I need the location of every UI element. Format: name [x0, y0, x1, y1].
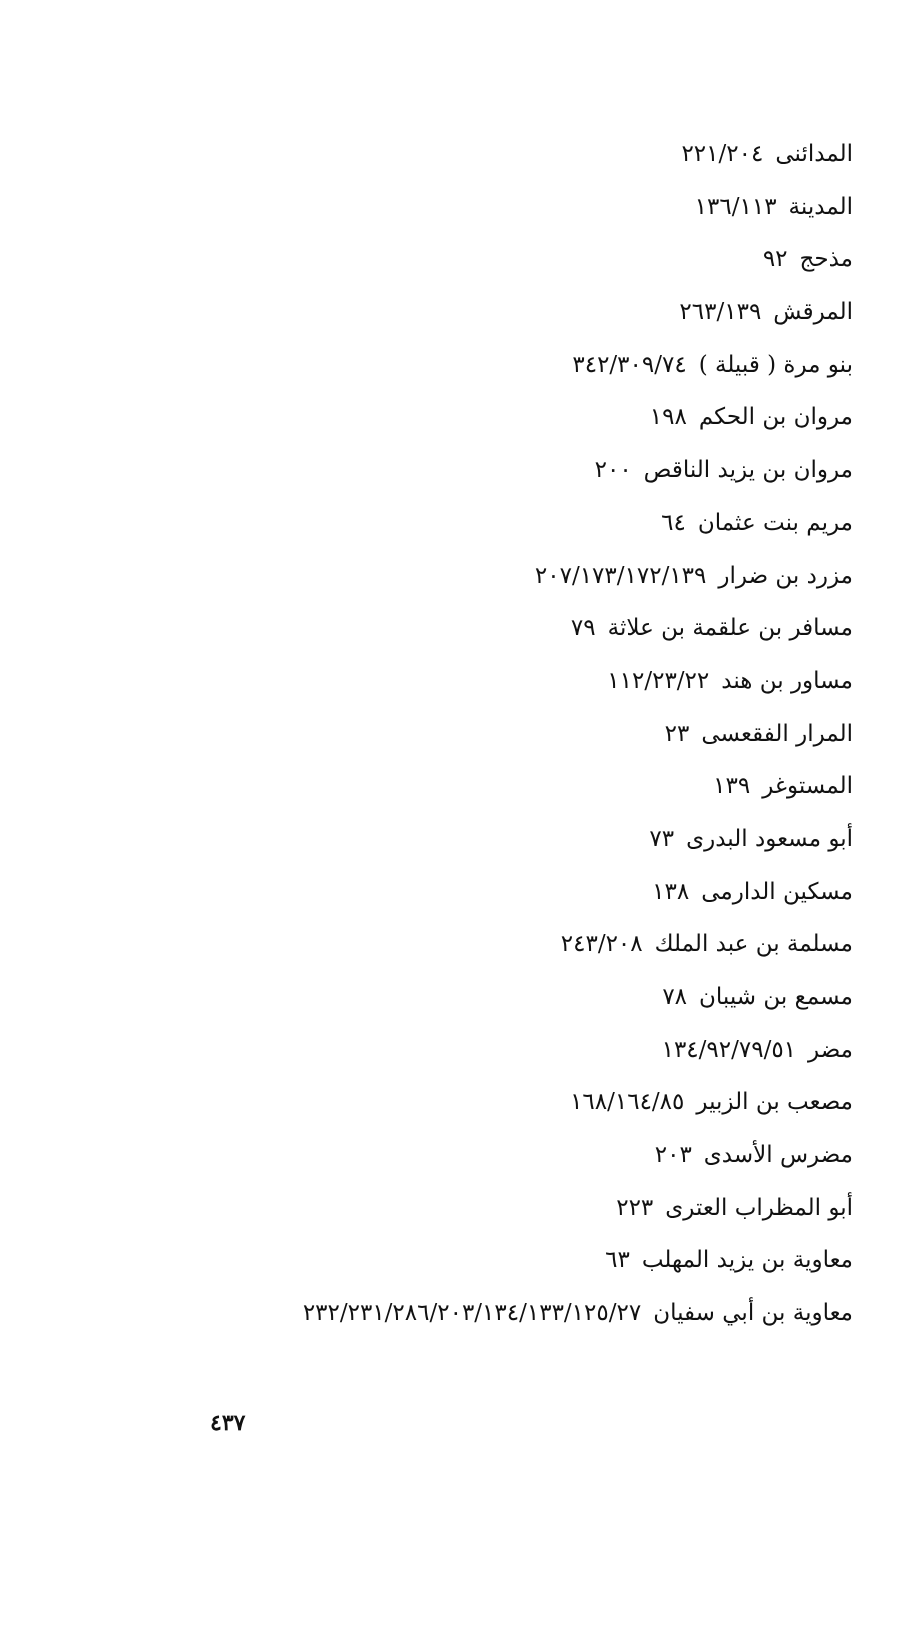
index-entry — [133, 444, 853, 497]
entry-name: بنو مرة ( قبيلة ) — [698, 351, 853, 378]
entry-pages: ٦٤ — [661, 509, 686, 536]
index-entry — [133, 391, 853, 444]
entry-name: مساور بن هند — [721, 667, 853, 694]
index-entry — [133, 866, 853, 919]
entry-name: مسافر بن علقمة بن علاثة — [607, 615, 853, 642]
index-entry — [133, 760, 853, 813]
entry-pages: ٧٩ — [570, 615, 596, 642]
entry-name: مذحج — [799, 246, 853, 273]
entry-name: المدينة — [788, 193, 853, 220]
index-entry — [133, 1129, 853, 1182]
index-entry — [133, 497, 853, 550]
entry-pages: ١٣٤/٩٢/٧٩/٥١ — [661, 1036, 797, 1063]
index-entry — [133, 813, 853, 866]
page-number: ٤٣٧ — [210, 1410, 246, 1436]
entry-name: المرقش — [773, 299, 853, 326]
index-entry — [133, 128, 853, 181]
index-list — [133, 128, 853, 1340]
entry-name: مروان بن الحكم — [698, 404, 853, 431]
entry-pages: ٢٦٣/١٣٩ — [679, 299, 762, 326]
entry-name: مصعب بن الزبير — [696, 1089, 853, 1116]
entry-pages: ١٣٨ — [652, 878, 690, 905]
entry-name: معاوية بن أبي سفيان — [653, 1300, 853, 1327]
entry-pages: ١٩٨ — [649, 404, 687, 431]
entry-pages: ١١٢/٢٣/٢٢ — [607, 667, 710, 694]
entry-pages: ٦٣ — [605, 1247, 630, 1274]
entry-pages: ٢٠٣ — [654, 1142, 692, 1169]
index-entry — [133, 971, 853, 1024]
entry-pages: ٢٤٣/٢٠٨ — [560, 931, 643, 958]
entry-name: مريم بنت عثمان — [697, 509, 853, 536]
entry-pages: ٩٢ — [762, 246, 788, 273]
index-entry — [133, 1024, 853, 1077]
entry-pages: ٢٢١/٢٠٤ — [681, 141, 764, 167]
entry-name: مروان بن يزيد الناقص — [643, 457, 853, 484]
entry-pages: ٢٣٢/٢٣١/٢٨٦/٢٠٣/١٣٤/١٣٣/١٢٥/٢٧ — [302, 1300, 642, 1327]
entry-pages: ٣٤٢/٣٠٩/٧٤ — [572, 351, 687, 378]
entry-name: المرار الفقعسى — [701, 720, 853, 747]
entry-name: أبو المظراب العترى — [665, 1194, 853, 1221]
entry-name: مزرد بن ضرار — [718, 562, 853, 589]
entry-name: معاوية بن يزيد المهلب — [641, 1247, 853, 1274]
entry-pages: ٧٨ — [662, 984, 688, 1010]
index-entry — [133, 339, 853, 392]
entry-name: المستوغر — [762, 773, 853, 800]
entry-name: مسكين الدارمى — [701, 878, 853, 905]
entry-name: مسلمة بن عبد الملك — [654, 931, 853, 958]
entry-pages: ٢٣ — [664, 720, 690, 747]
index-entry — [133, 1076, 853, 1129]
index-entry — [133, 1182, 853, 1235]
entry-pages: ١٣٦/١١٣ — [694, 193, 777, 220]
index-entry — [133, 602, 853, 655]
entry-pages: ١٣٩ — [713, 773, 751, 800]
entry-name: المدائنى — [775, 141, 853, 167]
index-entry — [133, 918, 853, 971]
index-entry — [133, 1234, 853, 1287]
entry-name: أبو مسعود البدرى — [686, 825, 853, 852]
entry-pages: ٧٣ — [649, 825, 675, 852]
index-entry — [133, 181, 853, 234]
index-entry — [133, 1287, 853, 1340]
entry-pages: ١٦٨/١٦٤/٨٥ — [570, 1089, 685, 1116]
index-entry — [133, 655, 853, 708]
entry-name: مضرس الأسدى — [703, 1142, 853, 1169]
entry-name: مضر — [808, 1036, 853, 1063]
entry-pages: ٢٠٠ — [594, 457, 632, 484]
index-entry — [133, 286, 853, 339]
entry-pages: ٢٠٧/١٧٣/١٧٢/١٣٩ — [534, 562, 707, 589]
entry-name: مسمع بن شيبان — [699, 984, 853, 1010]
index-entry — [133, 233, 853, 286]
index-entry — [133, 550, 853, 603]
entry-pages: ٢٢٣ — [616, 1194, 654, 1221]
index-entry — [133, 708, 853, 761]
